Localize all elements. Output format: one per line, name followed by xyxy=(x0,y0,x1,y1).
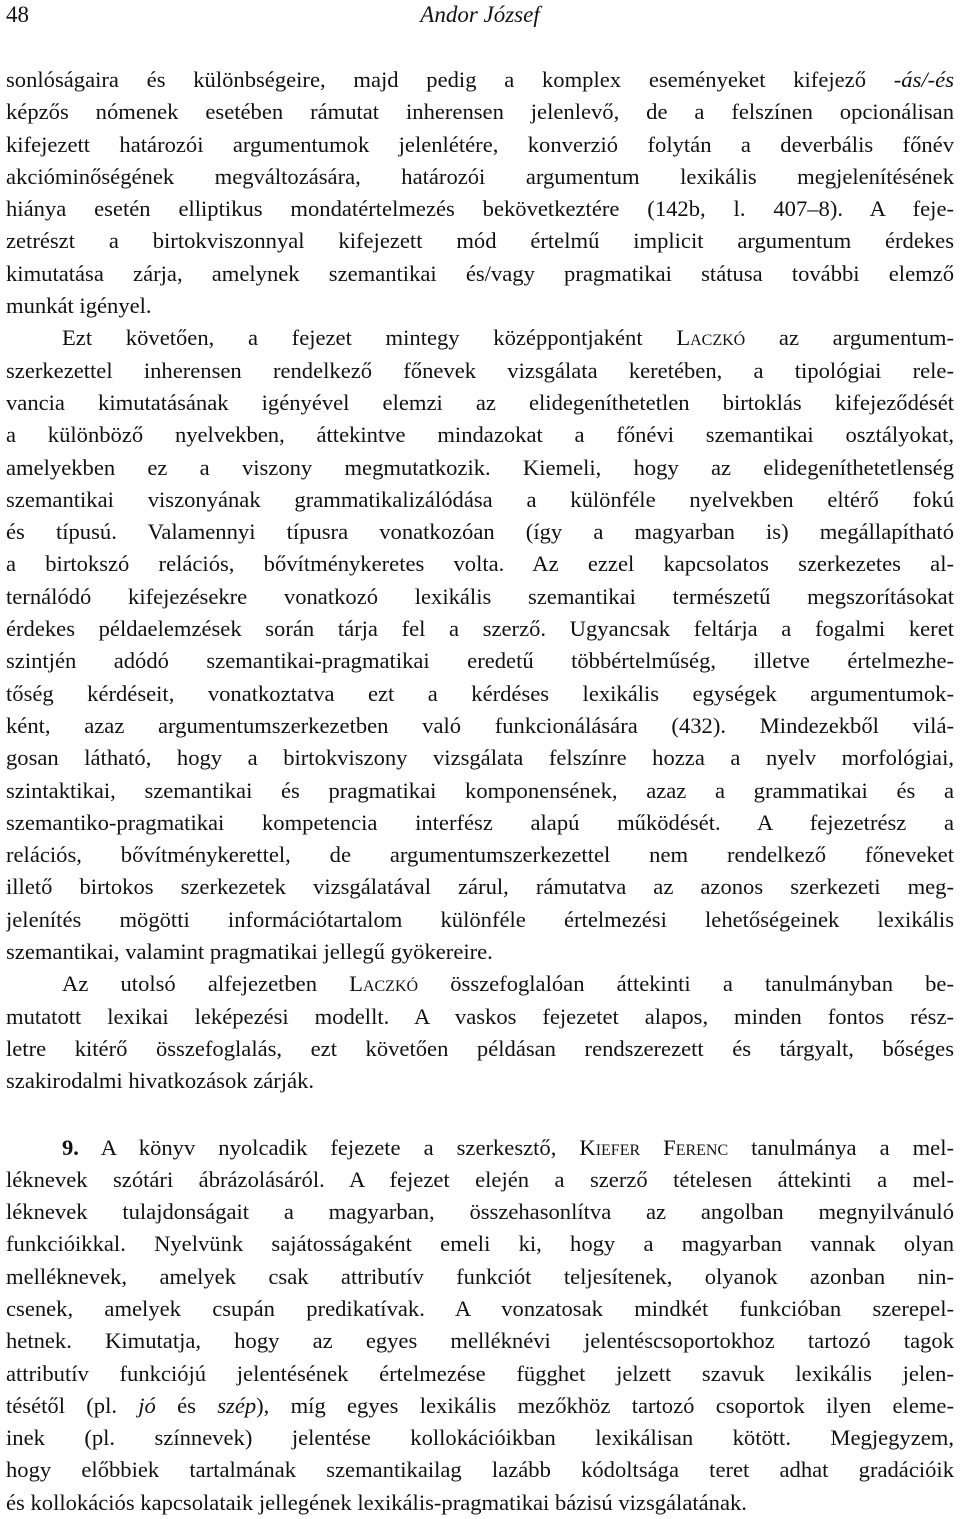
text-line xyxy=(6,1358,954,1390)
text-run: kimutatása zárja, amelynek szemantikai és/vagy pragmatikai státusa további elemző xyxy=(6,261,954,286)
paragraph xyxy=(6,64,954,322)
text-run-italic: -ás/-és xyxy=(894,67,954,92)
text-run-italic: szép xyxy=(217,1393,256,1418)
text-line xyxy=(6,839,954,871)
text-line xyxy=(6,129,954,161)
text-line xyxy=(6,1261,954,1293)
text-line xyxy=(6,1293,954,1325)
text-run-italic: jó xyxy=(138,1393,156,1418)
text-line xyxy=(6,1196,954,1228)
text-line xyxy=(6,678,954,710)
text-run: A könyv nyolcadik fejezete a szerkesztő, xyxy=(79,1135,579,1160)
text-run-smallcaps: Laczkó xyxy=(349,971,418,996)
text-run: relációs, bővítménykerettel, de argumentumszerkezettel nem rendelkező főneveket xyxy=(6,842,954,867)
text-run: jelenítés mögötti információtartalom különféle értelmezési lehetőségeinek lexikális xyxy=(6,907,954,932)
body-text xyxy=(6,64,954,1519)
text-run: gosan látható, hogy a birtokviszony vizsgálata felszínre hozza a nyelv morfológiai, xyxy=(6,745,954,770)
text-run: ként, azaz argumentumszerkezetben való funkcionálására (432). Mindezekből vilá- xyxy=(6,713,954,738)
text-line xyxy=(6,807,954,839)
paragraph xyxy=(6,322,954,968)
text-run: ), míg egyes lexikális mezőkhöz tartozó csoportok ilyen eleme- xyxy=(256,1393,954,1418)
text-run: attributív funkciójú jelentésének értelmezése függhet jelzett szavuk lexikális jelen- xyxy=(6,1361,954,1386)
text-run: Ezt követően, a fejezet mintegy középpontjaként xyxy=(62,325,676,350)
text-line xyxy=(6,96,954,128)
text-line xyxy=(6,484,954,516)
text-line xyxy=(6,710,954,742)
text-line xyxy=(6,516,954,548)
text-line xyxy=(6,64,954,96)
text-run: szerkezettel inherensen rendelkező főnevek vizsgálata keretében, a tipológiai rele- xyxy=(6,358,954,383)
text-run: szemantikai viszonyának grammatikalizálódása a különféle nyelvekben eltérő fokú xyxy=(6,487,954,512)
text-line xyxy=(6,1132,954,1164)
text-line xyxy=(6,1228,954,1260)
text-line xyxy=(6,871,954,903)
text-run: az argumentum- xyxy=(745,325,954,350)
text-run: összefoglalóan áttekinti a tanulmányban be- xyxy=(418,971,954,996)
text-run: a különböző nyelvekben, áttekintve mindazokat a főnévi szemantikai osztályokat, xyxy=(6,422,954,447)
text-run: hogy előbbiek tartalmának szemantikailag lazább kódoltsága teret adhat gradációik xyxy=(6,1457,954,1482)
text-line xyxy=(6,1065,954,1097)
text-run: képzős nómenek esetében rámutat inherensen jelenlevő, de a felszínen opcionálisan xyxy=(6,99,954,124)
paragraph xyxy=(6,1132,954,1519)
text-run: léknevek szótári ábrázolásáról. A fejezet elején a szerző tételesen áttekinti a mel- xyxy=(6,1167,954,1192)
text-line xyxy=(6,452,954,484)
text-line xyxy=(6,936,954,968)
text-line xyxy=(6,645,954,677)
text-line xyxy=(6,193,954,225)
text-run: léknevek tulajdonságait a magyarban, összehasonlítva az angolban megnyilvánuló xyxy=(6,1199,954,1224)
text-line xyxy=(6,387,954,419)
text-line xyxy=(6,258,954,290)
document-page xyxy=(6,0,954,44)
text-run: csenek, amelyek csupán predikatívak. A vonzatosak mindkét funkcióban szerepel- xyxy=(6,1296,954,1321)
text-run-smallcaps: Kiefer Ferenc xyxy=(579,1135,728,1160)
text-line xyxy=(6,968,954,1000)
text-line xyxy=(6,613,954,645)
paragraph-gap xyxy=(6,1098,954,1132)
running-head: Andor József xyxy=(6,2,954,28)
text-run: letre kitérő összefoglalás, ezt követően példásan rendszerezett és tárgyalt, bőséges xyxy=(6,1036,954,1061)
text-run: sonlóságaira és különbségeire, majd pedig a komplex eseményeket kifejező xyxy=(6,67,894,92)
text-run: Az utolsó alfejezetben xyxy=(62,971,349,996)
text-run: amelyekben ez a viszony megmutatkozik. Kiemeli, hogy az elidegeníthetetlenség xyxy=(6,455,954,480)
text-run: tésétől (pl. xyxy=(6,1393,138,1418)
text-run: szemantikai, valamint pragmatikai jellegű gyökereire. xyxy=(6,939,493,964)
text-line xyxy=(6,775,954,807)
text-line xyxy=(6,1164,954,1196)
text-line xyxy=(6,548,954,580)
text-run: szintaktikai, szemantikai és pragmatikai komponensének, azaz a grammatikai és a xyxy=(6,778,954,803)
text-run: tőség kérdéseit, vonatkoztatva ezt a kérdéses lexikális egységek argumentumok- xyxy=(6,681,954,706)
text-line xyxy=(6,355,954,387)
text-run: zetrészt a birtokviszonnyal kifejezett mód értelmű implicit argumentum érdekes xyxy=(6,228,954,253)
text-line xyxy=(6,290,954,322)
text-run: mutatott lexikai leképezési modellt. A vaskos fejezetet alapos, minden fontos rész- xyxy=(6,1004,954,1029)
text-line xyxy=(6,1033,954,1065)
text-line xyxy=(6,1001,954,1033)
text-run: ternálódó kifejezésekre vonatkozó lexikális szemantikai természetű megszorításokat xyxy=(6,584,954,609)
text-line xyxy=(6,161,954,193)
text-run: kifejezett határozói argumentumok jelenlétére, konverzió folytán a deverbális főnév xyxy=(6,132,954,157)
text-run: vancia kimutatásának igényével elemzi az elidegeníthetetlen birtoklás kifejeződését xyxy=(6,390,954,415)
text-line xyxy=(6,581,954,613)
text-run: funkcióikkal. Nyelvünk sajátosságaként emeli ki, hogy a magyarban vannak olyan xyxy=(6,1231,954,1256)
text-run: hiánya esetén elliptikus mondatértelmezés bekövetkeztére (142b, l. 407–8). A feje- xyxy=(6,196,954,221)
text-run: illető birtokos szerkezetek vizsgálatával zárul, rámutatva az azonos szerkezeti meg- xyxy=(6,874,954,899)
text-line xyxy=(6,904,954,936)
text-line xyxy=(6,742,954,774)
text-run: a birtokszó relációs, bővítménykeretes volta. Az ezzel kapcsolatos szerkezetes al- xyxy=(6,551,954,576)
text-run: szintjén adódó szemantikai-pragmatikai eredetű többértelműség, illetve értelmezhe- xyxy=(6,648,954,673)
text-run: inek (pl. színnevek) jelentése kollokációikban lexikálisan kötött. Megjegyzem, xyxy=(6,1425,954,1450)
text-run-bold: 9. xyxy=(62,1135,79,1160)
text-line xyxy=(6,419,954,451)
text-line xyxy=(6,1390,954,1422)
text-run: és kollokációs kapcsolataik jellegének lexikális-pragmatikai bázisú vizsgálatának. xyxy=(6,1490,747,1515)
text-line xyxy=(6,1454,954,1486)
text-run: szakirodalmi hivatkozások zárják. xyxy=(6,1068,314,1093)
text-run: munkát igényel. xyxy=(6,293,152,318)
paragraph xyxy=(6,968,954,1097)
text-run: érdekes példaelemzések során tárja fel a szerző. Ugyancsak feltárja a fogalmi keret xyxy=(6,616,954,641)
text-run: akcióminőségének megváltozására, határozói argumentum lexikális megjelenítésének xyxy=(6,164,954,189)
text-run: szemantiko-pragmatikai kompetencia interfész alapú működését. A fejezetrész a xyxy=(6,810,954,835)
text-run: és xyxy=(156,1393,217,1418)
text-run: és típusú. Valamennyi típusra vonatkozóan (így a magyarban is) megállapítható xyxy=(6,519,954,544)
text-line xyxy=(6,322,954,354)
text-run: tanulmánya a mel- xyxy=(728,1135,954,1160)
text-line xyxy=(6,225,954,257)
text-run: hetnek. Kimutatja, hogy az egyes melléknévi jelentéscsoportokhoz tartozó tagok xyxy=(6,1328,954,1353)
text-run: melléknevek, amelyek csak attributív funkciót teljesítenek, olyanok azonban nin- xyxy=(6,1264,954,1289)
text-run-smallcaps: Laczkó xyxy=(676,325,745,350)
text-line xyxy=(6,1487,954,1519)
text-line xyxy=(6,1325,954,1357)
page-number: 48 xyxy=(6,2,29,28)
page-header xyxy=(6,0,954,44)
text-line xyxy=(6,1422,954,1454)
